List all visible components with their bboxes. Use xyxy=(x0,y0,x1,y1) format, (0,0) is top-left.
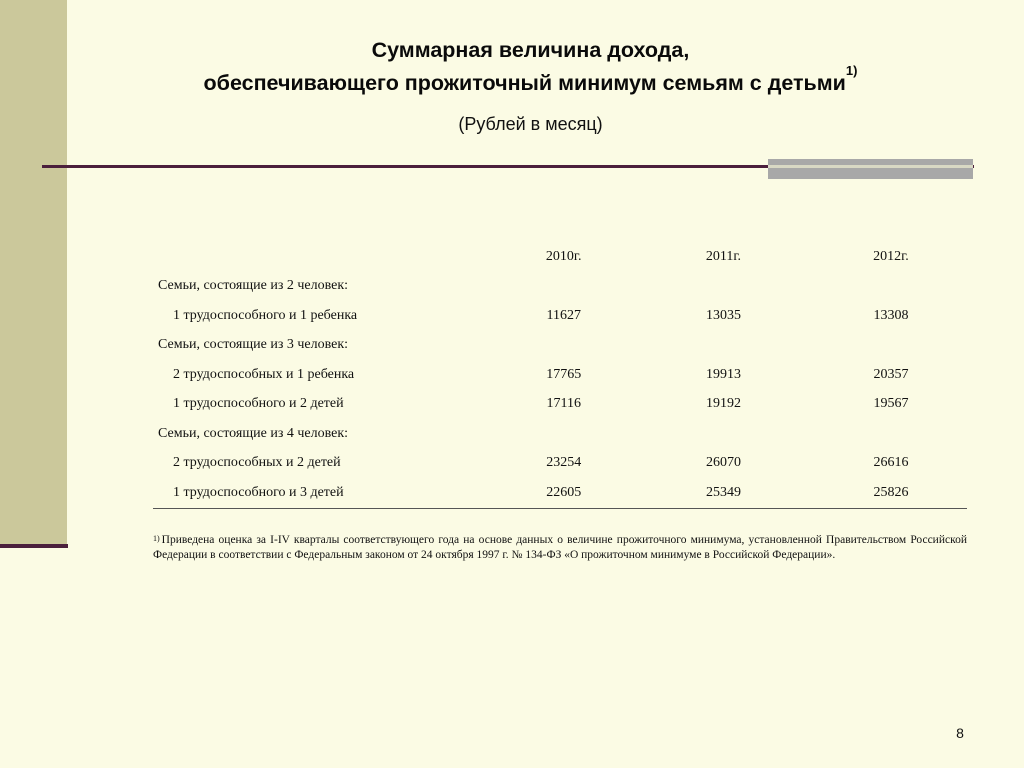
table-row xyxy=(153,478,967,508)
value-cell xyxy=(632,331,815,361)
slide-title xyxy=(68,34,993,100)
value-cell xyxy=(495,272,632,302)
value-cell: 20357 xyxy=(873,366,909,382)
header-cell: 2012г. xyxy=(873,248,909,264)
value-cell: 25826 xyxy=(815,478,967,508)
value-cell xyxy=(815,272,967,302)
value-cell: 23254 xyxy=(546,455,582,471)
header-cell: 2011г. xyxy=(705,248,742,264)
title-line-1: Суммарная величина дохода, xyxy=(371,38,690,62)
footnote xyxy=(153,533,967,563)
table-row xyxy=(153,390,967,420)
footnote-marker: 1) xyxy=(153,534,160,543)
row-label: Семьи, состоящие из 2 человек: xyxy=(158,278,349,294)
value-cell: 19913 xyxy=(705,366,741,382)
value-cell xyxy=(632,419,815,449)
table-row xyxy=(153,272,967,302)
page-number: 8 xyxy=(956,725,964,741)
table-row xyxy=(153,360,967,390)
decorative-stripe xyxy=(768,165,973,168)
value-cell: 19567 xyxy=(873,396,909,412)
footnote-text: Приведена оценка за I-IV кварталы соответствующего года на основе данных о величине прожиточного минимума, установленной Правительством Российской Федерации в соответствии с Федеральным законом от 24 октября 1997 г. № 134-ФЗ «О прожиточном минимуме в Российской Федерации». xyxy=(153,534,967,561)
row-label: 1 трудоспособного и 2 детей xyxy=(173,396,344,412)
header-cell xyxy=(153,242,495,272)
income-table xyxy=(153,242,967,509)
value-cell: 26070 xyxy=(705,455,741,471)
title-line-2-wrap xyxy=(68,63,993,100)
value-cell xyxy=(815,331,967,361)
title-footnote-marker: 1) xyxy=(845,63,858,78)
value-cell xyxy=(495,419,632,449)
table-row xyxy=(153,301,967,331)
header-cell: 2010г. xyxy=(545,248,582,264)
value-cell: 13035 xyxy=(705,307,741,323)
value-cell xyxy=(632,272,815,302)
value-cell: 25349 xyxy=(632,478,815,508)
table-row xyxy=(153,419,967,449)
value-cell: 11627 xyxy=(546,307,581,323)
left-side-bar xyxy=(0,0,67,544)
table-header-row xyxy=(153,242,967,272)
value-cell: 22605 xyxy=(495,478,632,508)
slide-subtitle: (Рублей в месяц) xyxy=(458,114,603,134)
row-label: Семьи, состоящие из 4 человек: xyxy=(158,425,349,441)
row-label: 1 трудоспособного и 1 ребенка xyxy=(173,307,358,323)
title-line-2: обеспечивающего прожиточный минимум семьям с детьми xyxy=(203,71,846,95)
value-cell: 13308 xyxy=(873,307,909,323)
decorative-gray-block xyxy=(768,159,973,179)
value-cell: 17116 xyxy=(546,396,581,412)
row-label: 2 трудоспособных и 1 ребенка xyxy=(173,366,355,382)
value-cell: 26616 xyxy=(873,455,909,471)
row-label: 2 трудоспособных и 2 детей xyxy=(173,455,341,471)
row-label: 1 трудоспособного и 3 детей xyxy=(153,478,495,508)
value-cell: 17765 xyxy=(546,366,582,382)
value-cell xyxy=(815,419,967,449)
left-side-rule xyxy=(0,544,68,548)
row-label: Семьи, состоящие из 3 человек: xyxy=(158,337,349,353)
table-row xyxy=(153,331,967,361)
table-body xyxy=(153,272,967,509)
table-row xyxy=(153,449,967,479)
value-cell xyxy=(495,331,632,361)
value-cell: 19192 xyxy=(705,396,741,412)
